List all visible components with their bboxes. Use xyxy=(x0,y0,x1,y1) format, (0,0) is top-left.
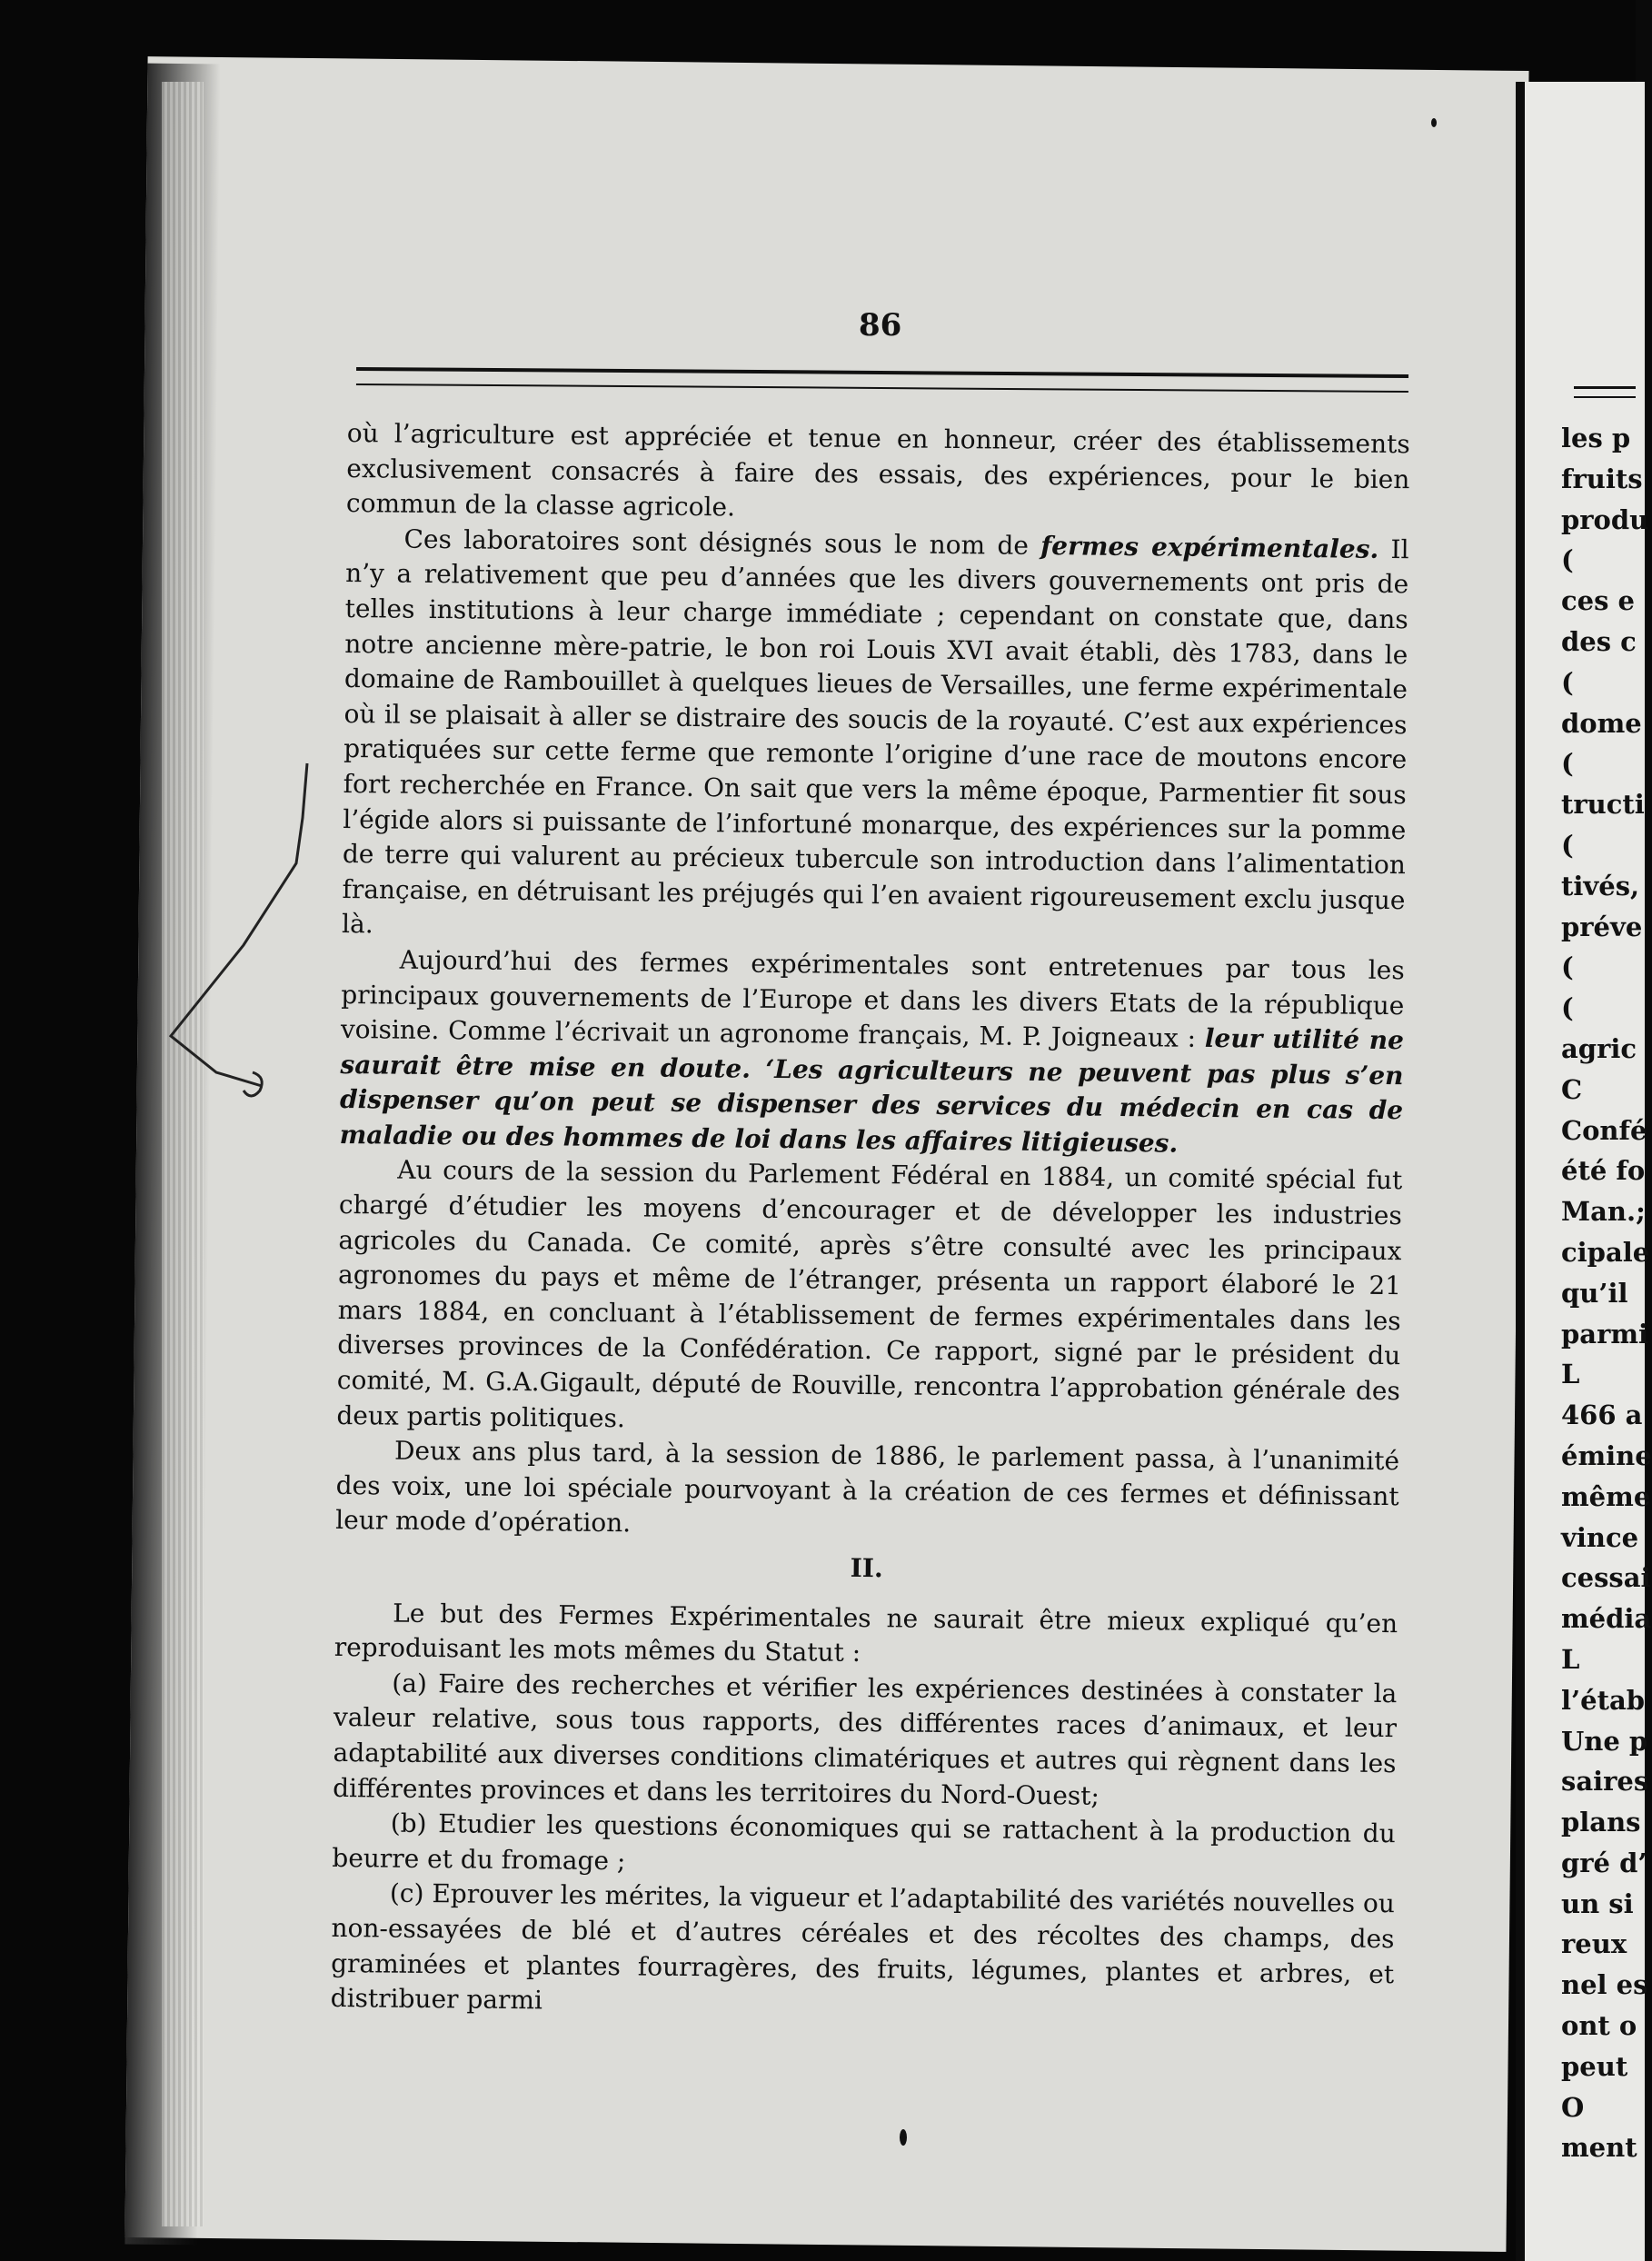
statute-item-b: (b) Etudier les questions économiques qui se rattachent à la production du beurre et du fromage ; xyxy=(332,1808,1396,1877)
paragraph-1: où l’agriculture est appréciée et tenue en honneur, créer des établissements exclusivement consacrés à faire des essais, des expériences, pour le bien commun de la classe agricole. xyxy=(345,417,1410,523)
facing-page-rule xyxy=(1574,386,1636,398)
facing-page-line: émine xyxy=(1561,1439,1652,1471)
statute-item-c: (c) Eprouver les mérites, la vigueur et l’adaptabilité des variétés nouvelles ou non-essayées de blé et d’autres céréales et des récoltes des champs, des graminées et plantes fourragères, des fruits, légumes, plantes et arbres, et distribuer parmi xyxy=(330,1878,1396,2016)
paragraph-3-start: Aujourd’hui des fermes expérimentales sont entretenues par tous les principaux gouvernements de l’Europe et dans les divers Etats de la république voisine. Comme l’écrivait un agronome français, M. P. Joigneaux : xyxy=(340,944,1405,1053)
facing-page-line: L xyxy=(1561,1643,1580,1675)
facing-page-line: ( xyxy=(1561,544,1574,576)
page-number: 86 xyxy=(859,307,902,344)
facing-page-line: dome xyxy=(1561,707,1642,739)
facing-page-line: cipale xyxy=(1561,1236,1650,1268)
facing-page-line: Une p xyxy=(1561,1725,1648,1757)
facing-page-line: O xyxy=(1561,2091,1585,2123)
facing-page-line: nel es xyxy=(1561,1969,1648,2001)
facing-page-line: vince xyxy=(1561,1521,1639,1553)
facing-page-line: Man.; xyxy=(1561,1196,1646,1228)
facing-page-line: tructi xyxy=(1561,789,1645,821)
facing-page-line: fruits xyxy=(1561,463,1643,494)
facing-page-line: gré d’ xyxy=(1561,1847,1647,1878)
facing-page-line: des c xyxy=(1561,625,1637,657)
paragraph-6: Le but des Fermes Expérimentales ne saurait être mieux expliqué qu’en reproduisant les mots mêmes du Statut : xyxy=(333,1598,1398,1668)
facing-page-line: reux xyxy=(1561,1928,1627,1960)
page-body xyxy=(331,416,1410,2027)
facing-page-line: parmi xyxy=(1561,1318,1649,1350)
facing-page-line: qu’il xyxy=(1561,1277,1628,1309)
facing-page-line: ( xyxy=(1561,951,1574,983)
italic-quote: leur utilité ne saurait être mise en doute. ‘Les agriculteurs ne peuvent pas plus s’en dispenser qu’on peut se dispenser des services du médecin en cas de maladie ou des hommes de loi dans les affaires litigieuses. xyxy=(339,1023,1405,1159)
facing-page-line: les p xyxy=(1561,423,1631,453)
scan-speck xyxy=(1431,118,1437,127)
scan-speck xyxy=(900,2129,907,2146)
facing-page-line: un si xyxy=(1561,1887,1634,1919)
paragraph-2-start: Ces laboratoires sont désignés sous le nom de xyxy=(403,523,1030,561)
facing-page-line: cessai xyxy=(1561,1562,1651,1594)
section-heading: II. xyxy=(850,1552,883,1584)
paragraph-3 xyxy=(340,942,1405,1164)
facing-page-line: média xyxy=(1561,1603,1652,1635)
facing-page-line: ment xyxy=(1561,2132,1637,2164)
facing-page-line: plans xyxy=(1561,1807,1641,1838)
paragraph-2-rest: Il n’y a relativement que peu d’années que les divers gouvernements ont pris de telles institutions à leur charge immédiate ; cependant on constate que, dans notre ancienne mère-patrie, le bon roi Louis XVI avait établi, dès 1783, dans le domaine de Rambouillet à quelques lieues de Versailles, une ferme expérimentale où il se plaisait à aller se distraire des soucis de la royauté. C’est aux expériences pratiquées sur cette ferme que remonte l’origine d’une race de moutons encore fort recherchée en France. On sait que vers la même époque, Parmentier fit sous l’égide alors si puissante de l’infortuné monarque, des expériences sur la pomme de terre qui valurent au précieux tubercule son introduction dans l’alimentation française, en détruisant les préjugés qui l’en avaient rigoureusement exclu jusque là. xyxy=(341,533,1409,940)
paragraph-4: Au cours de la session du Parlement Fédéral en 1884, un comité spécial fut chargé d’étudier les moyens d’encourager et de développer les industries agricoles du Canada. Ce comité, après s’être consulté avec les principaux agronomes du pays et même de l’étranger, présenta un rapport élaboré le 21 mars 1884, en concluant à l’établissement de fermes expérimentales dans les diverses provinces de la Confédération. Ce rapport, signé par le président du comité, M. G.A.Gigault, député de Rouville, rencontra l’approbation générale des deux partis politiques. xyxy=(336,1155,1403,1433)
facing-page-line: L xyxy=(1561,1359,1580,1390)
facing-page-text xyxy=(1561,418,1652,2168)
facing-page-line: préve xyxy=(1561,911,1643,942)
facing-page-line: tivés, xyxy=(1561,870,1640,901)
facing-page-line: ont o xyxy=(1561,2010,1637,2042)
statute-item-a: (a) Faire des recherches et vérifier les expériences destinées à constater la valeur relative, sous tous rapports, des différentes races d’animaux, et leur adaptabilité aux diverses conditions climatériques et autres qui règnent dans les différentes provinces et dans les territoires du Nord-Ouest; xyxy=(333,1668,1398,1811)
facing-page-line: C xyxy=(1561,1073,1583,1105)
paragraph-5: Deux ans plus tard, à la session de 1886, le parlement passa, à l’unanimité des voix, une loi spéciale pourvoyant à la création de ces fermes et définissant leur mode d’opération. xyxy=(335,1435,1400,1539)
facing-page-line: été fo xyxy=(1561,1155,1646,1187)
facing-page-line: Confé xyxy=(1561,1114,1647,1146)
facing-page-line: ces e xyxy=(1561,585,1635,617)
facing-page-line: 466 a xyxy=(1561,1399,1643,1431)
facing-page-line: peut xyxy=(1561,2050,1628,2082)
facing-page-line: ( xyxy=(1561,992,1574,1024)
facing-page-line: saires xyxy=(1561,1766,1649,1798)
page-edge-stack xyxy=(162,82,204,2226)
facing-page-line: l’étab xyxy=(1561,1684,1646,1716)
facing-page-line: ( xyxy=(1561,748,1574,780)
facing-page-line: agric xyxy=(1561,1032,1637,1064)
facing-page-line: ( xyxy=(1561,666,1574,698)
facing-page-line: ( xyxy=(1561,829,1574,861)
paragraph-2 xyxy=(342,522,1409,953)
italic-term: fermes expérimentales. xyxy=(1040,530,1379,564)
pencil-annotation xyxy=(153,763,307,1109)
facing-page-line: même xyxy=(1561,1480,1651,1512)
facing-page-line: produ xyxy=(1561,503,1649,535)
